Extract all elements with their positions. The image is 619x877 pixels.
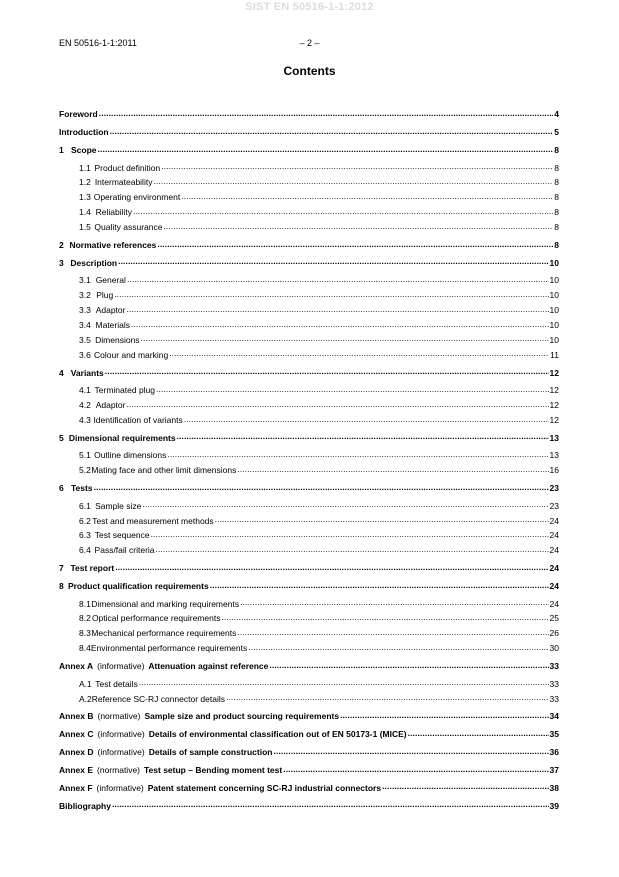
toc-page-number: 37 bbox=[549, 765, 559, 776]
toc-page-number: 24 bbox=[549, 515, 559, 526]
toc-title: Plug bbox=[96, 290, 114, 301]
toc-page-number: 24 bbox=[549, 563, 559, 574]
toc-page-number: 23 bbox=[549, 500, 559, 511]
toc-page-number: 23 bbox=[549, 483, 559, 494]
toc-title: Product definition bbox=[94, 162, 161, 173]
toc-subsection-entry[interactable] bbox=[59, 674, 559, 689]
toc-section-entry[interactable] bbox=[59, 253, 559, 268]
toc-title: Pass/fail criteria bbox=[94, 545, 155, 556]
toc-page-number: 30 bbox=[549, 643, 559, 654]
toc-number: 3.3 bbox=[79, 305, 91, 316]
toc-page-number: 10 bbox=[549, 257, 559, 268]
toc-page-number: 39 bbox=[549, 800, 559, 811]
dot-leader bbox=[99, 109, 554, 118]
toc-title: Normative references bbox=[69, 240, 157, 251]
toc-section-entry[interactable] bbox=[59, 122, 559, 137]
toc-title: Test sequence bbox=[94, 530, 150, 541]
toc-section-entry[interactable] bbox=[59, 742, 559, 757]
toc-number: 4.2 bbox=[79, 400, 91, 411]
toc-title: Outline dimensions bbox=[94, 450, 167, 461]
dot-leader bbox=[131, 320, 549, 329]
toc-number: 8 bbox=[59, 581, 64, 592]
toc-subsection-entry[interactable] bbox=[59, 271, 559, 286]
toc-number: 8.2 bbox=[79, 613, 91, 624]
toc-subsection-entry[interactable] bbox=[59, 511, 559, 526]
toc-page-number: 12 bbox=[549, 400, 559, 411]
toc-title: Quality assurance bbox=[94, 222, 163, 233]
toc-subsection-entry[interactable] bbox=[59, 496, 559, 511]
annex-label: Annex E bbox=[59, 765, 94, 776]
toc-title: Optical performance requirements bbox=[91, 613, 221, 624]
toc-number: 3.4 bbox=[79, 320, 91, 331]
toc-page-number: 35 bbox=[549, 729, 559, 740]
dot-leader bbox=[273, 747, 548, 756]
dot-leader bbox=[237, 465, 548, 474]
toc-title: Introduction bbox=[59, 127, 109, 138]
dot-leader bbox=[118, 257, 548, 266]
toc-title: Mating face and other limit dimensions bbox=[91, 465, 237, 476]
toc-subsection-entry[interactable] bbox=[59, 315, 559, 330]
dot-leader bbox=[240, 598, 548, 607]
toc-number: 1.3 bbox=[79, 192, 91, 203]
dot-leader bbox=[157, 240, 553, 249]
toc-subsection-entry[interactable] bbox=[59, 217, 559, 232]
dot-leader bbox=[210, 581, 549, 590]
dot-leader bbox=[408, 729, 549, 738]
toc-page-number: 10 bbox=[549, 290, 559, 301]
toc-number: 6.2 bbox=[79, 515, 91, 526]
toc-section-entry[interactable] bbox=[59, 724, 559, 739]
annex-label: Annex B bbox=[59, 711, 94, 722]
toc-page-number: 8 bbox=[554, 177, 559, 188]
toc-subsection-entry[interactable] bbox=[59, 410, 559, 425]
toc-page-number: 8 bbox=[554, 162, 559, 173]
annex-kind: (informative) bbox=[97, 747, 145, 758]
annex-kind: (informative) bbox=[97, 661, 145, 672]
toc-title: Environmental performance requirements bbox=[90, 643, 248, 654]
toc-page-number: 12 bbox=[549, 367, 559, 378]
toc-title: Intermateability bbox=[94, 177, 153, 188]
dot-leader bbox=[169, 349, 549, 358]
toc-section-entry[interactable] bbox=[59, 576, 559, 591]
toc-number: 8.3 bbox=[79, 628, 91, 639]
dot-leader bbox=[112, 800, 549, 809]
toc-number: 4.3 bbox=[79, 415, 91, 425]
dot-leader bbox=[221, 613, 548, 622]
dot-leader bbox=[184, 415, 549, 424]
toc-section-entry[interactable] bbox=[59, 235, 559, 250]
toc-page-number: 5 bbox=[554, 127, 559, 138]
toc-page-number: 26 bbox=[549, 628, 559, 639]
toc-page-number: 34 bbox=[549, 711, 559, 722]
annex-label: Annex D bbox=[59, 747, 94, 758]
toc-number: 3.6 bbox=[79, 349, 91, 360]
page-title: Contents bbox=[283, 64, 336, 78]
toc-title: Terminated plug bbox=[94, 385, 156, 396]
annex-kind: (informative) bbox=[96, 782, 144, 793]
dot-leader bbox=[181, 192, 553, 201]
toc-page-number: 8 bbox=[554, 222, 559, 233]
annex-kind: (normative) bbox=[97, 711, 141, 722]
table-of-contents bbox=[59, 104, 559, 811]
toc-number: 3.1 bbox=[79, 275, 91, 286]
toc-page-number: 25 bbox=[549, 613, 559, 624]
dot-leader bbox=[126, 305, 548, 314]
toc-page-number: 13 bbox=[549, 450, 559, 461]
toc-number: A.2 bbox=[79, 693, 92, 704]
toc-subsection-entry[interactable] bbox=[59, 300, 559, 315]
toc-title: Dimensions bbox=[95, 334, 140, 345]
toc-page-number: 4 bbox=[554, 109, 559, 120]
toc-number: 6.4 bbox=[79, 545, 91, 556]
toc-title: Description bbox=[70, 257, 118, 268]
toc-title: Reliability bbox=[95, 207, 132, 218]
toc-number: 8.1 bbox=[79, 598, 91, 609]
toc-number: 1.1 bbox=[79, 162, 91, 173]
dot-leader bbox=[141, 334, 549, 343]
toc-title: Scope bbox=[71, 145, 97, 156]
dot-leader bbox=[237, 628, 548, 637]
toc-page-number: 24 bbox=[549, 530, 559, 541]
toc-subsection-entry[interactable] bbox=[59, 445, 559, 460]
toc-title: Adaptor bbox=[95, 400, 126, 411]
dot-leader bbox=[177, 432, 549, 441]
toc-subsection-entry[interactable] bbox=[59, 173, 559, 188]
toc-title: Test and measurement methods bbox=[92, 515, 214, 526]
toc-page-number: 8 bbox=[554, 207, 559, 218]
dot-leader bbox=[114, 290, 548, 299]
page-number: – 2 – bbox=[299, 38, 320, 48]
toc-number: 4.1 bbox=[79, 385, 91, 396]
dot-leader bbox=[167, 450, 548, 459]
dot-leader bbox=[382, 782, 548, 791]
toc-number: 6 bbox=[59, 483, 64, 494]
toc-page-number: 33 bbox=[549, 661, 559, 672]
toc-page-number: 24 bbox=[549, 581, 559, 592]
toc-subsection-entry[interactable] bbox=[59, 285, 559, 300]
dot-leader bbox=[139, 678, 549, 687]
toc-title: Identification of variants bbox=[93, 415, 183, 425]
toc-section-entry[interactable] bbox=[59, 778, 559, 793]
toc-number: 3.5 bbox=[79, 334, 91, 345]
toc-title: Sample size bbox=[95, 500, 142, 511]
toc-page-number: 8 bbox=[554, 145, 559, 156]
toc-number: 6.3 bbox=[79, 530, 91, 541]
toc-subsection-entry[interactable] bbox=[59, 594, 559, 609]
annex-kind: (informative) bbox=[97, 729, 145, 740]
annex-kind: (normative) bbox=[97, 765, 140, 776]
toc-section-entry[interactable] bbox=[59, 706, 559, 721]
dot-leader bbox=[127, 275, 549, 284]
dot-leader bbox=[163, 222, 553, 231]
toc-section-entry[interactable] bbox=[59, 104, 559, 119]
toc-title: Details of environmental classification out of EN 50173-1 (MICE) bbox=[148, 729, 407, 740]
toc-page-number: 12 bbox=[549, 385, 559, 396]
toc-subsection-entry[interactable] bbox=[59, 540, 559, 555]
toc-title: Foreword bbox=[59, 109, 98, 120]
toc-title: Dimensional requirements bbox=[68, 432, 176, 443]
dot-leader bbox=[156, 545, 549, 554]
toc-number: 1.5 bbox=[79, 222, 91, 233]
dot-leader bbox=[105, 367, 549, 376]
dot-leader bbox=[156, 385, 549, 394]
toc-title: Reference SC-RJ connector details bbox=[91, 693, 225, 704]
dot-leader bbox=[115, 563, 548, 572]
toc-section-entry[interactable] bbox=[59, 760, 559, 775]
toc-page-number: 13 bbox=[549, 432, 559, 443]
toc-subsection-entry[interactable] bbox=[59, 460, 559, 475]
toc-title: Tests bbox=[71, 483, 93, 494]
toc-number: 1 bbox=[59, 145, 64, 156]
toc-title: Test setup – Bending moment test bbox=[144, 765, 283, 776]
dot-leader bbox=[98, 145, 554, 154]
watermark: SIST EN 50516-1-1:2012 bbox=[245, 1, 374, 13]
toc-subsection-entry[interactable] bbox=[59, 380, 559, 395]
toc-number: 5 bbox=[59, 432, 64, 443]
toc-page-number: 33 bbox=[549, 693, 559, 704]
toc-subsection-entry[interactable] bbox=[59, 689, 559, 704]
dot-leader bbox=[248, 643, 548, 652]
toc-page-number: 10 bbox=[549, 305, 559, 316]
toc-subsection-entry[interactable] bbox=[59, 623, 559, 638]
toc-title: Product qualification requirements bbox=[67, 581, 209, 592]
dot-leader bbox=[110, 127, 554, 136]
toc-page-number: 12 bbox=[549, 415, 559, 425]
toc-page-number: 8 bbox=[554, 240, 559, 251]
toc-title: Materials bbox=[95, 320, 130, 331]
toc-title: Details of sample construction bbox=[148, 747, 273, 758]
toc-number: 3.2 bbox=[79, 290, 91, 301]
toc-number: 2 bbox=[59, 240, 64, 251]
toc-title: Sample size and product sourcing requirements bbox=[144, 711, 340, 722]
toc-title: Operating environment bbox=[93, 192, 181, 203]
toc-number: 1.4 bbox=[79, 207, 91, 218]
dot-leader bbox=[151, 530, 549, 539]
toc-subsection-entry[interactable] bbox=[59, 202, 559, 217]
toc-title: Test details bbox=[95, 678, 138, 689]
toc-title: Variants bbox=[70, 367, 104, 378]
dot-leader bbox=[340, 711, 548, 720]
toc-title: Bibliography bbox=[59, 800, 111, 811]
annex-label: Annex C bbox=[59, 729, 94, 740]
document-id: EN 50516-1-1:2011 bbox=[59, 38, 137, 48]
toc-section-entry[interactable] bbox=[59, 796, 559, 811]
toc-subsection-entry[interactable] bbox=[59, 395, 559, 410]
toc-subsection-entry[interactable] bbox=[59, 345, 559, 360]
toc-number: 5.2 bbox=[79, 465, 91, 476]
toc-title: Dimensional and marking requirements bbox=[91, 598, 240, 609]
toc-title: Patent statement concerning SC-RJ industrial connectors bbox=[147, 782, 382, 793]
dot-leader bbox=[161, 162, 553, 171]
toc-number: 1.2 bbox=[79, 177, 91, 188]
toc-title: Adaptor bbox=[95, 305, 126, 316]
toc-section-entry[interactable] bbox=[59, 558, 559, 573]
dot-leader bbox=[142, 500, 548, 509]
dot-leader bbox=[153, 177, 553, 186]
toc-page-number: 10 bbox=[549, 334, 559, 345]
toc-page-number: 10 bbox=[549, 320, 559, 331]
toc-title: Test report bbox=[70, 563, 115, 574]
dot-leader bbox=[133, 207, 553, 216]
toc-section-entry[interactable] bbox=[59, 140, 559, 155]
toc-subsection-entry[interactable] bbox=[59, 526, 559, 541]
toc-number: 7 bbox=[59, 563, 64, 574]
toc-page-number: 8 bbox=[554, 192, 559, 203]
toc-page-number: 38 bbox=[549, 782, 559, 793]
toc-title: General bbox=[95, 275, 126, 286]
toc-page-number: 16 bbox=[549, 465, 559, 476]
toc-title: Mechanical performance requirements bbox=[91, 628, 237, 639]
toc-number: 4 bbox=[59, 367, 64, 378]
toc-page-number: 24 bbox=[549, 598, 559, 609]
toc-section-entry[interactable] bbox=[59, 362, 559, 377]
toc-number: 6.1 bbox=[79, 500, 91, 511]
toc-subsection-entry[interactable] bbox=[59, 330, 559, 345]
toc-section-entry[interactable] bbox=[59, 478, 559, 493]
toc-section-entry[interactable] bbox=[59, 656, 559, 671]
toc-subsection-entry[interactable] bbox=[59, 609, 559, 624]
dot-leader bbox=[226, 693, 549, 702]
toc-number: 5.1 bbox=[79, 450, 91, 461]
toc-page-number: 24 bbox=[549, 545, 559, 556]
dot-leader bbox=[94, 483, 549, 492]
dot-leader bbox=[215, 515, 549, 524]
toc-page-number: 11 bbox=[550, 349, 559, 360]
toc-number: A.1 bbox=[79, 678, 92, 689]
toc-page-number: 10 bbox=[549, 275, 559, 286]
toc-page-number: 33 bbox=[549, 678, 559, 689]
toc-number: 8.4 bbox=[79, 643, 91, 654]
dot-leader bbox=[126, 400, 548, 409]
toc-section-entry[interactable] bbox=[59, 428, 559, 443]
toc-subsection-entry[interactable] bbox=[59, 187, 559, 202]
toc-title: Attenuation against reference bbox=[148, 661, 269, 672]
toc-number: 3 bbox=[59, 257, 64, 268]
dot-leader bbox=[269, 661, 548, 670]
annex-label: Annex F bbox=[59, 782, 93, 793]
toc-title: Colour and marking bbox=[94, 349, 169, 360]
toc-subsection-entry[interactable] bbox=[59, 158, 559, 173]
dot-leader bbox=[283, 765, 548, 774]
annex-label: Annex A bbox=[59, 661, 94, 672]
toc-subsection-entry[interactable] bbox=[59, 638, 559, 653]
toc-page-number: 36 bbox=[549, 747, 559, 758]
